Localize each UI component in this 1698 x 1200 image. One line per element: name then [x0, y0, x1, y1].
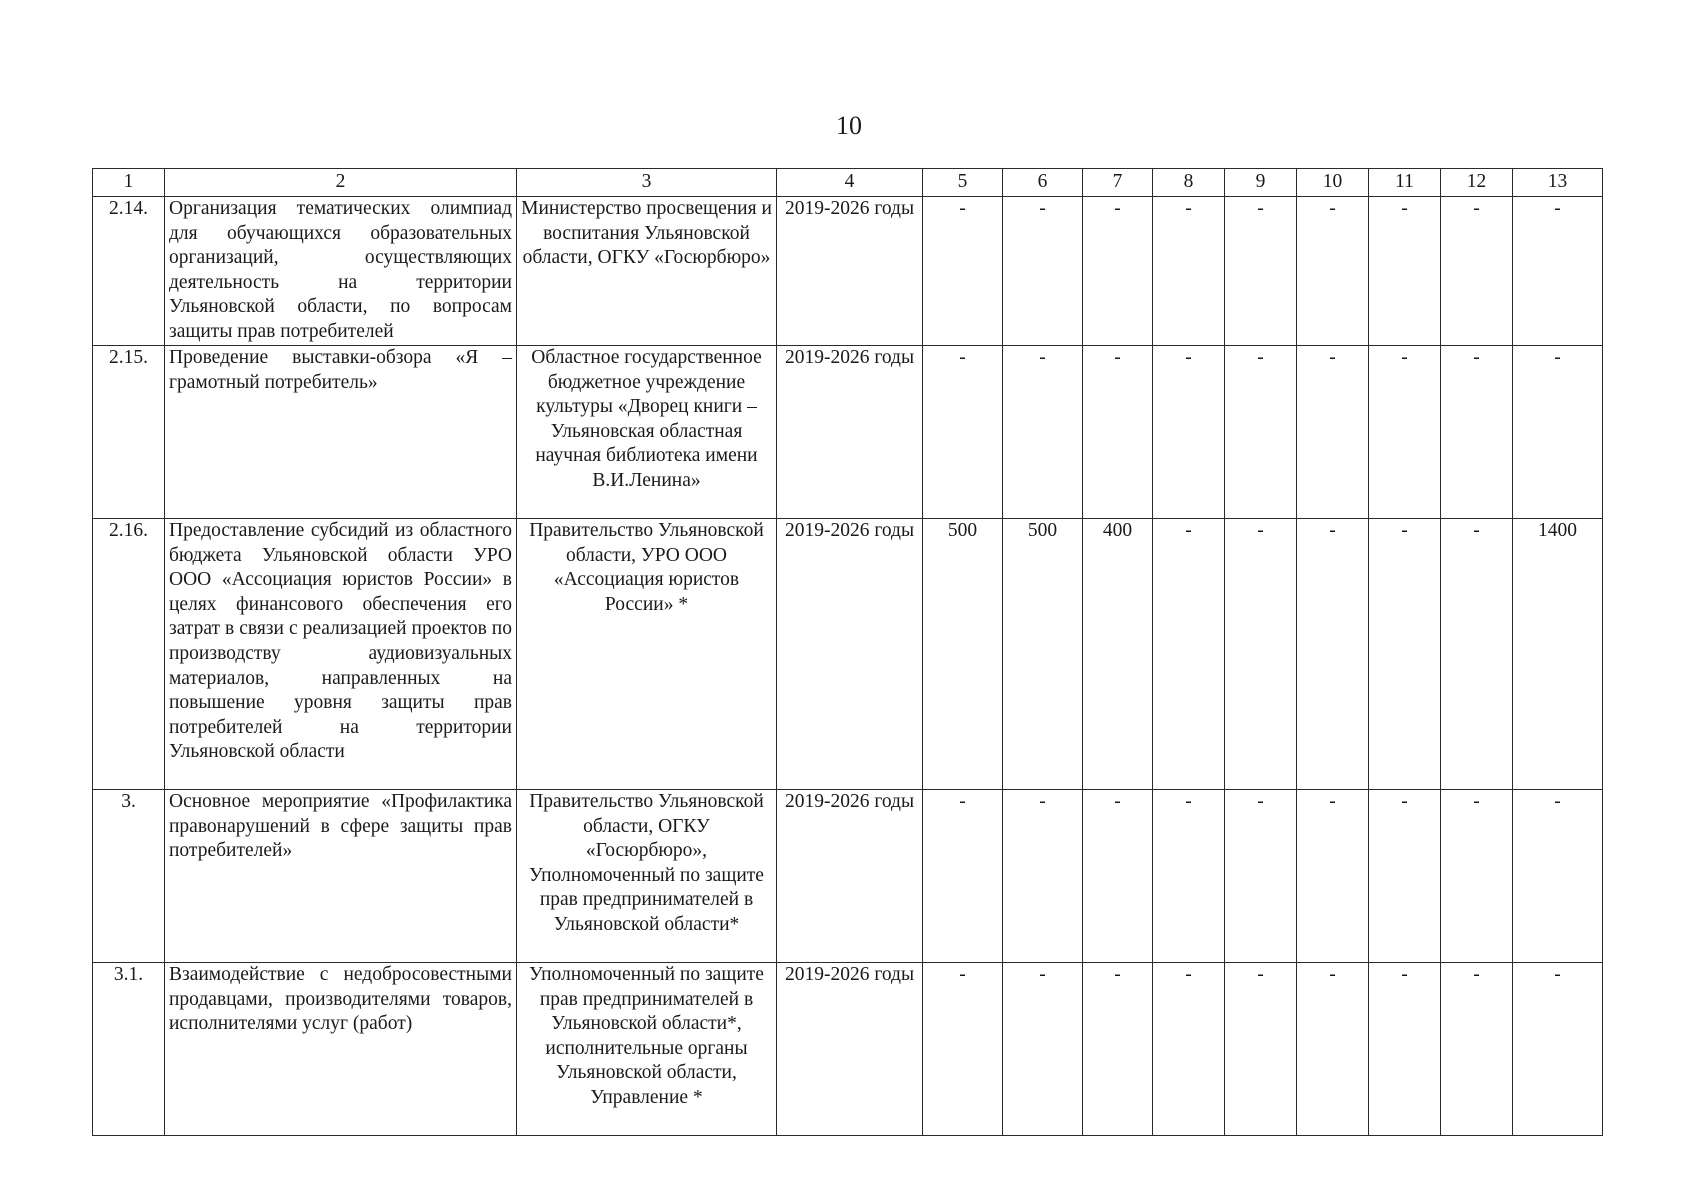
value-cell: - [1441, 346, 1513, 519]
row-number: 3. [93, 790, 165, 963]
column-header: 4 [777, 169, 923, 197]
value-cell: - [1225, 790, 1297, 963]
column-header: 11 [1369, 169, 1441, 197]
value-cell: - [1225, 519, 1297, 790]
column-header: 1 [93, 169, 165, 197]
column-header: 10 [1297, 169, 1369, 197]
value-cell: - [1441, 519, 1513, 790]
value-cell: - [1083, 197, 1153, 346]
value-cell: - [923, 197, 1003, 346]
period: 2019-2026 годы [777, 346, 923, 519]
executor: Уполномоченный по защите прав предпринимателей в Ульяновской области*, исполнительные органы Ульяновской области, Управление * [517, 963, 777, 1136]
executor: Областное государственное бюджетное учреждение культуры «Дворец книги – Ульяновская областная научная библиотека имени В.И.Ленина» [517, 346, 777, 519]
value-cell: - [923, 790, 1003, 963]
value-cell: - [1153, 790, 1225, 963]
row-number: 3.1. [93, 963, 165, 1136]
value-cell: - [1083, 346, 1153, 519]
column-header: 8 [1153, 169, 1225, 197]
table-row [93, 790, 1603, 963]
value-cell: - [1297, 790, 1369, 963]
column-header: 6 [1003, 169, 1083, 197]
column-header: 3 [517, 169, 777, 197]
activity-name: Основное мероприятие «Профилактика правонарушений в сфере защиты прав потребителей» [165, 790, 517, 963]
row-number: 2.14. [93, 197, 165, 346]
value-cell: - [1297, 346, 1369, 519]
value-cell: - [1441, 963, 1513, 1136]
activity-name: Взаимодействие с недобросовестными продавцами, производителями товаров, исполнителями услуг (работ) [165, 963, 517, 1136]
value-cell: - [1369, 346, 1441, 519]
program-table [92, 168, 1603, 1136]
period: 2019-2026 годы [777, 197, 923, 346]
value-cell: - [1297, 197, 1369, 346]
value-cell: - [1369, 790, 1441, 963]
value-cell: - [1513, 346, 1603, 519]
table-header-row [93, 169, 1603, 197]
value-cell: - [1153, 197, 1225, 346]
value-cell: - [1003, 197, 1083, 346]
value-cell: - [1513, 963, 1603, 1136]
value-cell: - [1297, 519, 1369, 790]
column-header: 13 [1513, 169, 1603, 197]
value-cell: - [1153, 519, 1225, 790]
value-cell: - [1225, 346, 1297, 519]
value-cell: - [1153, 346, 1225, 519]
value-cell: - [1003, 346, 1083, 519]
value-cell: - [1225, 197, 1297, 346]
column-header: 2 [165, 169, 517, 197]
activity-name: Организация тематических олимпиад для обучающихся образовательных организаций, осуществляющих деятельность на территории Ульяновской области, по вопросам защиты прав потребителей [165, 197, 517, 346]
value-cell: - [1003, 790, 1083, 963]
executor: Правительство Ульяновской области, УРО ООО «Ассоциация юристов России» * [517, 519, 777, 790]
table-row [93, 197, 1603, 346]
column-header: 5 [923, 169, 1003, 197]
value-cell: - [1369, 519, 1441, 790]
period: 2019-2026 годы [777, 963, 923, 1136]
executor: Правительство Ульяновской области, ОГКУ «Госюрбюро», Уполномоченный по защите прав предпринимателей в Ульяновской области* [517, 790, 777, 963]
table-row [93, 963, 1603, 1136]
row-number: 2.15. [93, 346, 165, 519]
value-cell: 400 [1083, 519, 1153, 790]
value-cell: - [1441, 790, 1513, 963]
value-cell: 500 [923, 519, 1003, 790]
column-header: 7 [1083, 169, 1153, 197]
column-header: 9 [1225, 169, 1297, 197]
value-cell: - [1153, 963, 1225, 1136]
value-cell: 500 [1003, 519, 1083, 790]
value-cell: - [1297, 963, 1369, 1136]
value-cell: - [1369, 197, 1441, 346]
value-cell: - [1225, 963, 1297, 1136]
value-cell: - [1441, 197, 1513, 346]
table-row [93, 519, 1603, 790]
value-cell: - [1003, 963, 1083, 1136]
activity-name: Предоставление субсидий из областного бюджета Ульяновской области УРО ООО «Ассоциация юристов России» в целях финансового обеспечения его затрат в связи с реализацией проектов по производству аудиовизуальных материалов, направленных на повышение уровня защиты прав потребителей на территории Ульяновской области [165, 519, 517, 790]
period: 2019-2026 годы [777, 790, 923, 963]
value-cell: 1400 [1513, 519, 1603, 790]
page-number: 10 [836, 111, 862, 140]
period: 2019-2026 годы [777, 519, 923, 790]
activity-name: Проведение выставки-обзора «Я – грамотный потребитель» [165, 346, 517, 519]
executor: Министерство просвещения и воспитания Ульяновской области, ОГКУ «Госюрбюро» [517, 197, 777, 346]
value-cell: - [923, 346, 1003, 519]
value-cell: - [1513, 790, 1603, 963]
value-cell: - [1513, 197, 1603, 346]
value-cell: - [1369, 963, 1441, 1136]
row-number: 2.16. [93, 519, 165, 790]
table-row [93, 346, 1603, 519]
value-cell: - [1083, 790, 1153, 963]
value-cell: - [1083, 963, 1153, 1136]
value-cell: - [923, 963, 1003, 1136]
column-header: 12 [1441, 169, 1513, 197]
